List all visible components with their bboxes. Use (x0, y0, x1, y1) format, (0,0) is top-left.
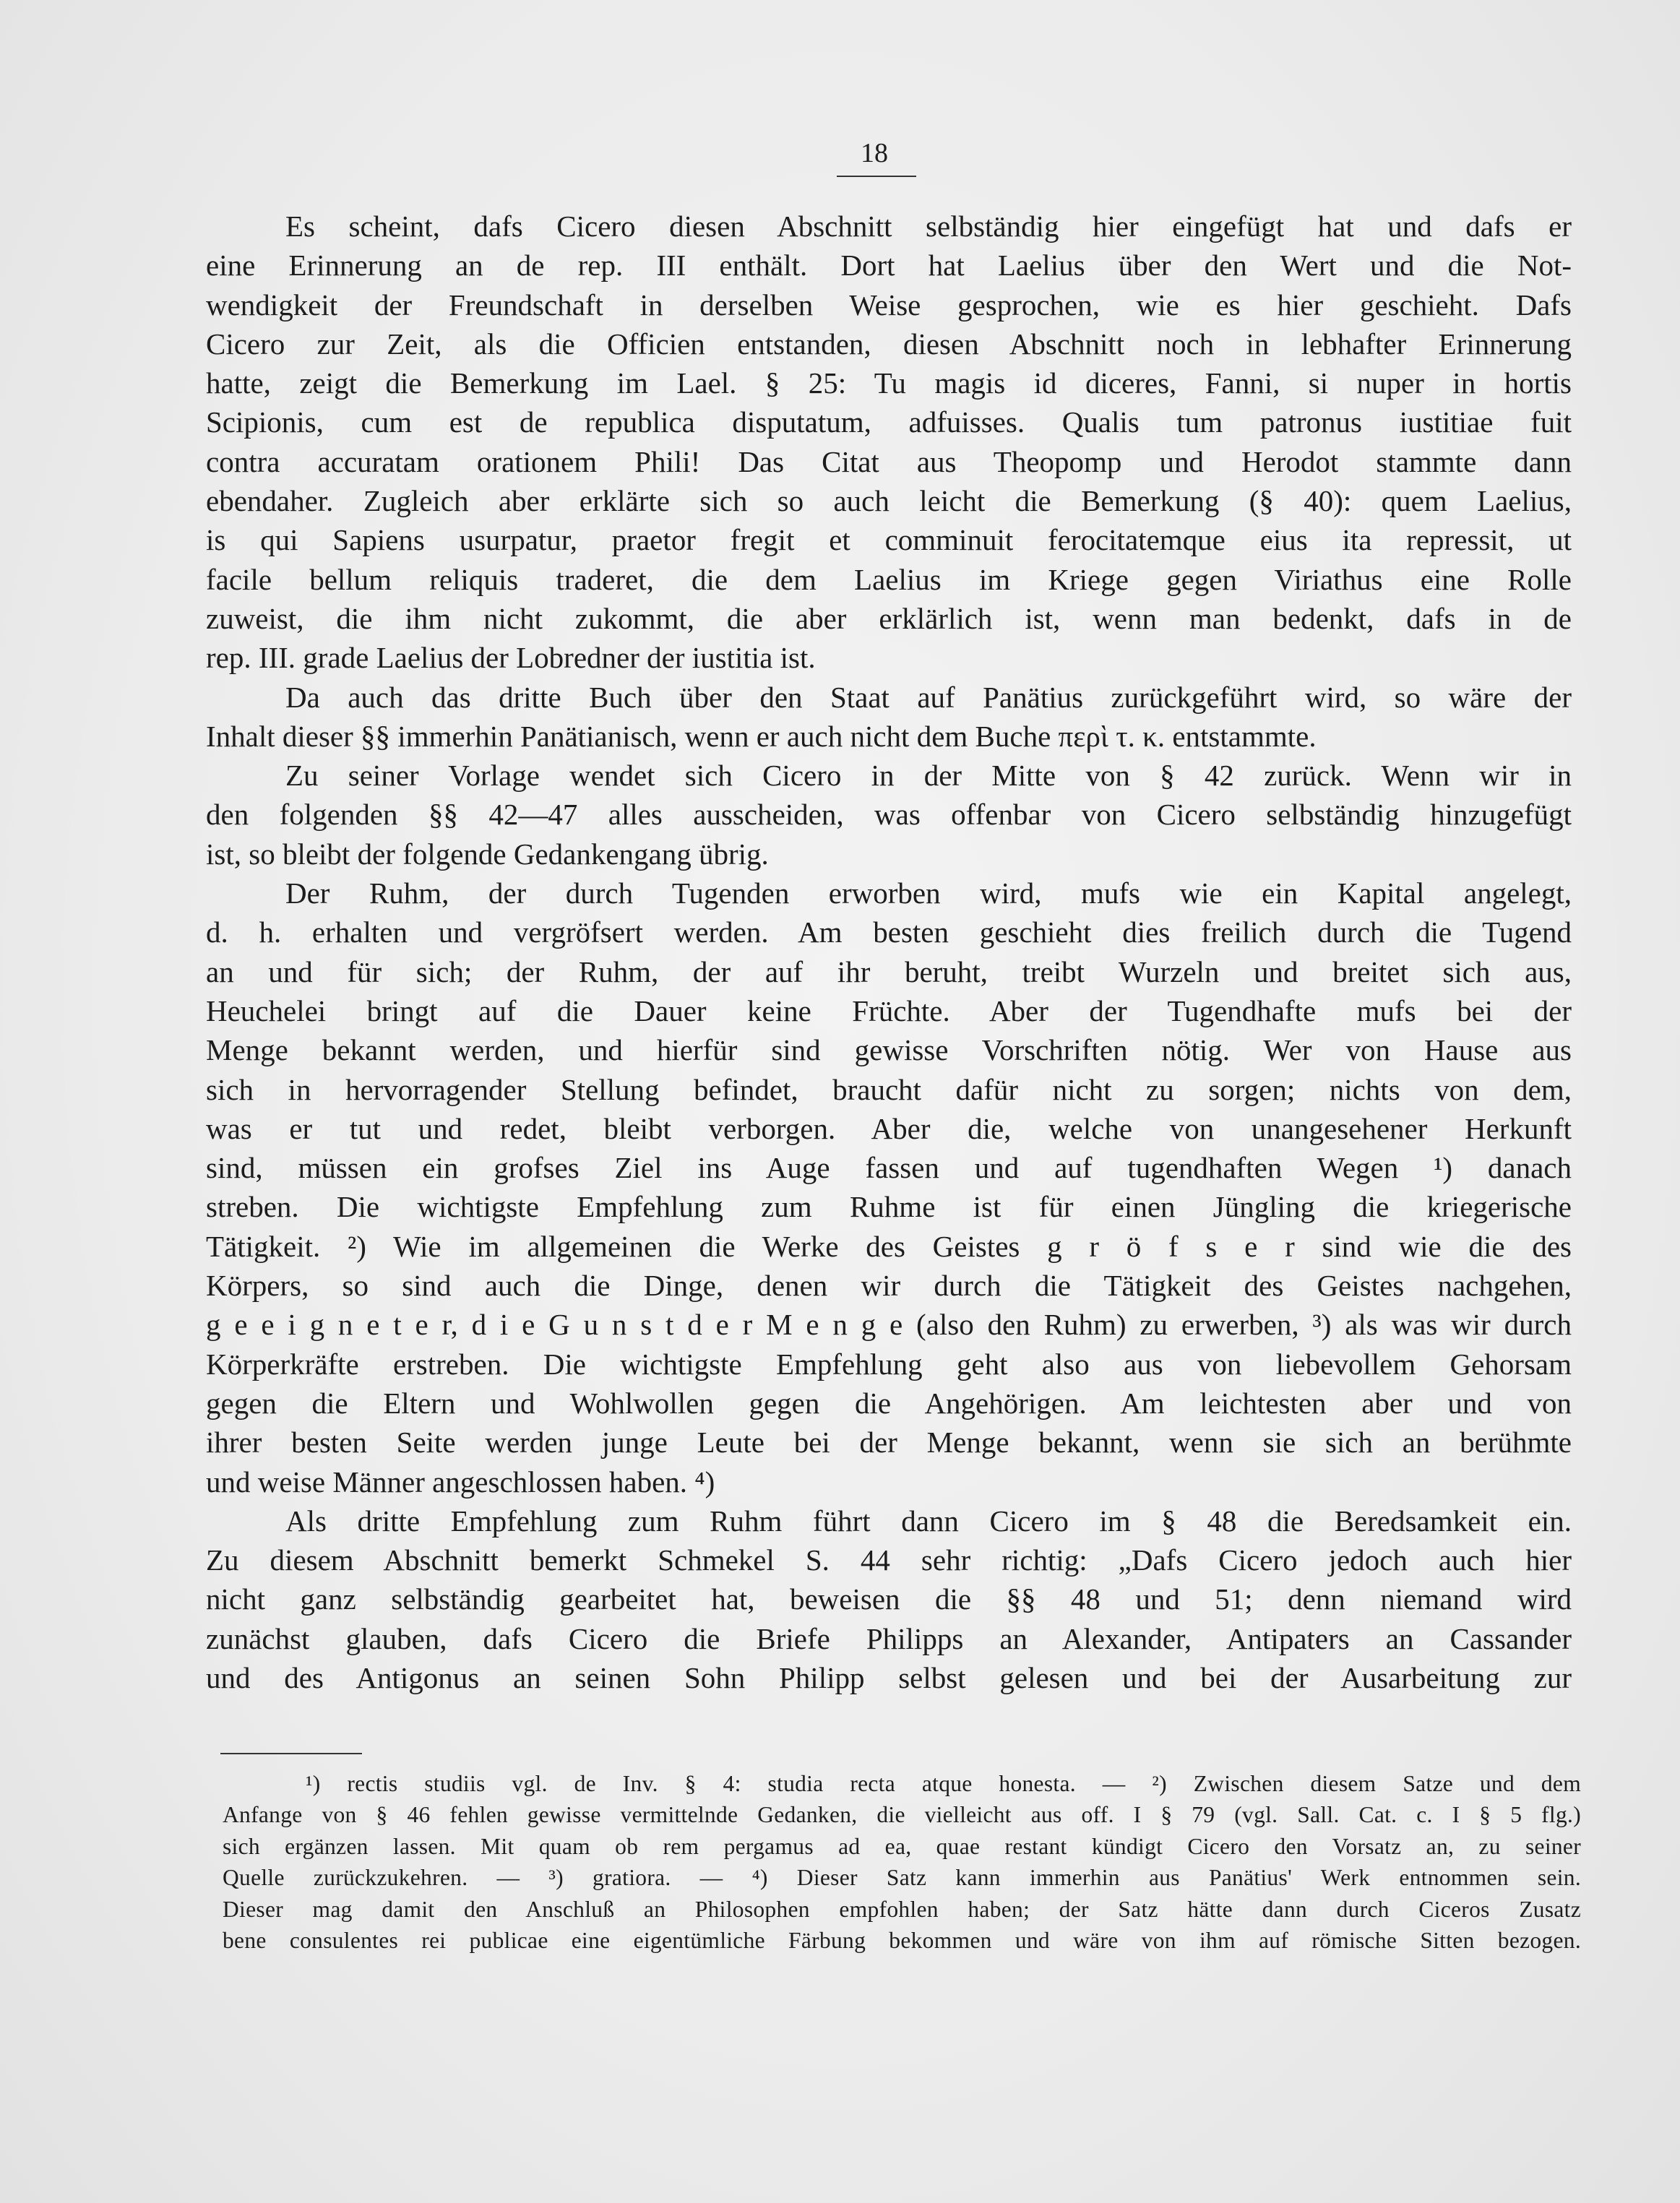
body-line: sich in hervorragender Stellung befindet, braucht dafür nicht zu sorgen; nichts von dem, (206, 1072, 1572, 1106)
body-line: und des Antigonus an seinen Sohn Philipp selbst gelesen und bei der Ausarbeitung zur (206, 1660, 1572, 1694)
body-line: streben. Die wichtigste Empfehlung zum Ruhme ist für einen Jüngling die kriegerische (206, 1190, 1572, 1224)
body-line: d. h. erhalten und vergröfsert werden. Am besten geschieht dies freilich durch die Tugend (206, 915, 1572, 949)
footnote-line: Dieser mag damit den Anschluß an Philosophen empfohlen haben; der Satz hätte dann durch Ciceros Zusatz (223, 1896, 1581, 1922)
body-line: is qui Sapiens usurpatur, praetor fregit et comminuit ferocitatemque eius ita repressit, ut (206, 523, 1572, 557)
body-line: contra accuratam orationem Phili! Das Citat aus Theopomp und Herodot stammte dann (206, 444, 1572, 478)
body-line: Da auch das dritte Buch über den Staat auf Panätius zurückgeführt wird, so wäre der (285, 680, 1572, 714)
body-line: Menge bekannt werden, und hierfür sind gewisse Vorschriften nötig. Wer von Hause aus (206, 1033, 1572, 1067)
body-line: Cicero zur Zeit, als die Officien entstanden, diesen Abschnitt noch in lebhafter Erinnerung (206, 327, 1572, 361)
body-line: Scipionis, cum est de republica disputatum, adfuisses. Qualis tum patronus iustitiae fuit (206, 405, 1572, 439)
footnote-line: Anfange von § 46 fehlen gewisse vermittelnde Gedanken, die vielleicht aus off. I § 79 (vgl. Sall. Cat. c. I § 5 flg.) (223, 1802, 1581, 1828)
body-line: Tätigkeit. ²) Wie im allgemeinen die Werke des Geistes g r ö f s e r sind wie die des (206, 1229, 1572, 1263)
footnote-line: Quelle zurückzukehren. — ³) gratiora. — ⁴) Dieser Satz kann immerhin aus Panätius' Werk entnommen sein. (223, 1865, 1581, 1891)
footnote-line: sich ergänzen lassen. Mit quam ob rem pergamus ad ea, quae restant kündigt Cicero den Vorsatz an, zu seiner (223, 1833, 1581, 1859)
body-line: Es scheint, dafs Cicero diesen Abschnitt selbständig hier eingefügt hat und dafs er (285, 210, 1572, 243)
body-line: gegen die Eltern und Wohlwollen gegen die Angehörigen. Am leichtesten aber und von (206, 1386, 1572, 1420)
body-text (206, 207, 1572, 1697)
body-line: Der Ruhm, der durch Tugenden erworben wird, mufs wie ein Kapital angelegt, (285, 876, 1572, 910)
body-line: an und für sich; der Ruhm, der auf ihr beruht, treibt Wurzeln und breitet sich aus, (206, 954, 1572, 988)
body-line: eine Erinnerung an de rep. III enthält. Dort hat Laelius über den Wert und die Not- (206, 249, 1572, 283)
body-line: zunächst glauben, dafs Cicero die Briefe Philipps an Alexander, Antipaters an Cassander (206, 1621, 1572, 1655)
body-line: wendigkeit der Freundschaft in derselben Weise gesprochen, wie es hier geschieht. Dafs (206, 288, 1572, 322)
body-line: facile bellum reliquis traderet, die dem Laelius im Kriege gegen Viriathus eine Rolle (206, 562, 1572, 596)
body-line: ist, so bleibt der folgende Gedankengang übrig. (206, 837, 769, 871)
body-line: Zu diesem Abschnitt bemerkt Schmekel S. 44 sehr richtig: „Dafs Cicero jedoch auch hier (206, 1543, 1572, 1577)
page-number-rule (837, 176, 916, 177)
body-line: nicht ganz selbständig gearbeitet hat, beweisen die §§ 48 und 51; denn niemand wird (206, 1582, 1572, 1616)
footnote-rule (220, 1753, 362, 1754)
body-line: hatte, zeigt die Bemerkung im Lael. § 25: Tu magis id diceres, Fanni, si nuper in hortis (206, 366, 1572, 400)
body-line: den folgenden §§ 42—47 alles ausscheiden, was offenbar von Cicero selbständig hinzugefügt (206, 798, 1572, 832)
body-line: Körperkräfte erstreben. Die wichtigste Empfehlung geht also aus von liebevollem Gehorsam (206, 1347, 1572, 1381)
footnote-line: ¹) rectis studiis vgl. de Inv. § 4: studia recta atque honesta. — ²) Zwischen diesem Satze und dem (306, 1771, 1581, 1796)
body-line: zuweist, die ihm nicht zukommt, die aber erklärlich ist, wenn man bedenkt, dafs in de (206, 601, 1572, 635)
body-line: Als dritte Empfehlung zum Ruhm führt dann Cicero im § 48 die Beredsamkeit ein. (285, 1504, 1572, 1538)
body-line: ebendaher. Zugleich aber erklärte sich so auch leicht die Bemerkung (§ 40): quem Laelius, (206, 484, 1572, 518)
body-line: ihrer besten Seite werden junge Leute bei der Menge bekannt, wenn sie sich an berühmte (206, 1426, 1572, 1460)
body-line: Heuchelei bringt auf die Dauer keine Früchte. Aber der Tugendhafte mufs bei der (206, 993, 1572, 1027)
body-line: was er tut und redet, bleibt verborgen. Aber die, welche von unangesehener Herkunft (206, 1111, 1572, 1145)
body-line: Zu seiner Vorlage wendet sich Cicero in der Mitte von § 42 zurück. Wenn wir in (285, 759, 1572, 793)
body-line: Inhalt dieser §§ immerhin Panätianisch, wenn er auch nicht dem Buche περὶ τ. κ. entstammte. (206, 719, 1317, 753)
body-line: g e e i g n e t e r, d i e G u n s t d e r M e n g e (also den Ruhm) zu erwerben, ³) als was wir durch (206, 1308, 1572, 1342)
footnote-line: bene consulentes rei publicae eine eigentümliche Färbung bekommen und wäre von ihm auf römische Sitten bezogen. (223, 1928, 1581, 1954)
body-line: rep. III. grade Laelius der Lobredner der iustitia ist. (206, 641, 816, 675)
footnotes (223, 1768, 1581, 1956)
body-line: und weise Männer angeschlossen haben. ⁴) (206, 1465, 715, 1499)
page-number: 18 (861, 138, 888, 168)
body-line: Körpers, so sind auch die Dinge, denen wir durch die Tätigkeit des Geistes nachgehen, (206, 1269, 1572, 1303)
body-line: sind, müssen ein grofses Ziel ins Auge fassen und auf tugendhaften Wegen ¹) danach (206, 1151, 1572, 1185)
